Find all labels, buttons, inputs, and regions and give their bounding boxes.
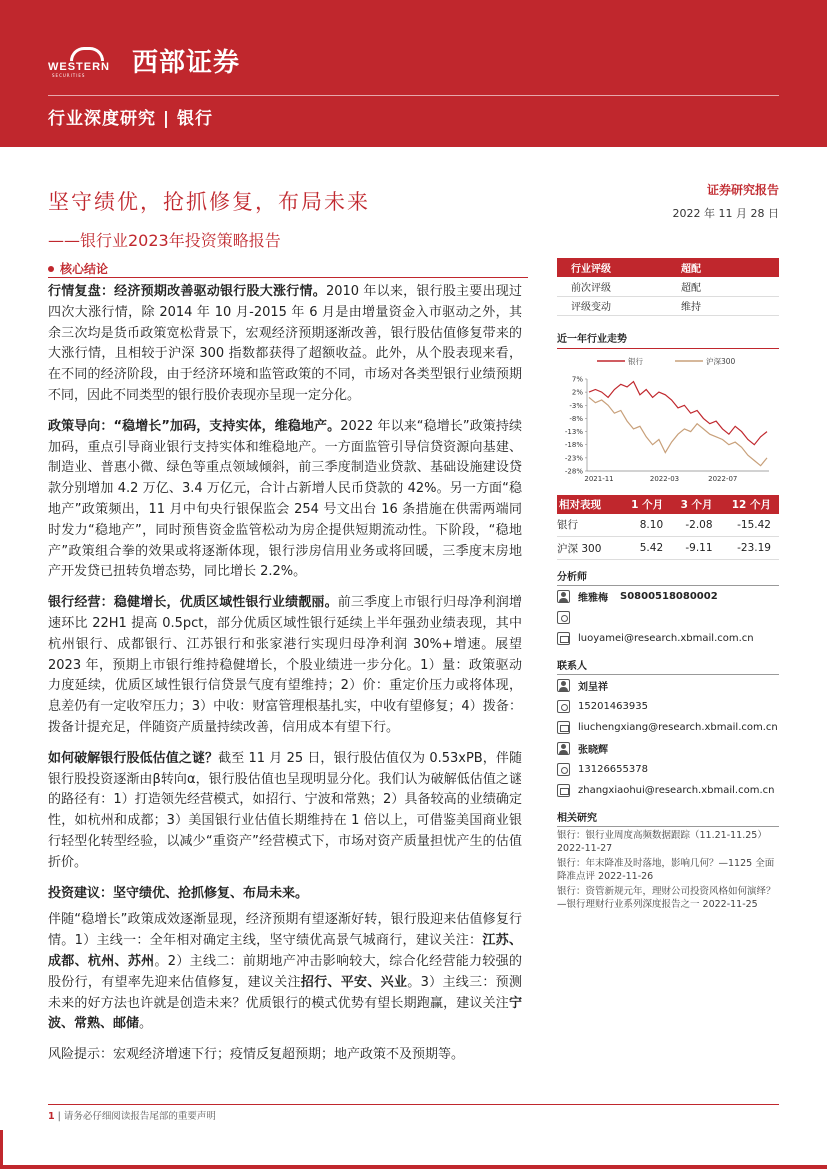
analyst-license: S0800518080002	[620, 591, 718, 602]
analyst-card	[557, 586, 779, 649]
x-tick-label: 2022-07	[708, 474, 738, 483]
report-header-banner	[0, 0, 827, 147]
report-category: 行业深度研究 | 银行	[48, 109, 214, 129]
trend-chart-svg	[557, 349, 779, 485]
x-tick-label: 2021-11	[584, 474, 614, 483]
contact-card	[557, 738, 779, 801]
report-type: 证券研究报告	[706, 183, 779, 197]
header-divider	[48, 95, 779, 96]
bullet-icon	[48, 266, 54, 272]
related-research-list	[557, 829, 779, 911]
contact-email[interactable]: zhangxiaohui@research.xbmail.com.cn	[578, 785, 775, 796]
user-icon	[557, 679, 570, 692]
bull-horn-logo-icon: WESTERN SECURITIES	[48, 43, 126, 77]
perf-header-row: 相对表现 1 个月 3 个月 12 个月	[557, 495, 779, 514]
report-title: 坚守绩优，抢抓修复，布局未来	[48, 190, 370, 214]
related-research-heading: 相关研究	[557, 809, 779, 827]
disclaimer-note: | 请务必仔细阅读报告尾部的重要声明	[57, 1111, 216, 1122]
mail-icon	[557, 784, 570, 797]
contact-phone: 15201463935	[578, 701, 648, 712]
analyst-name: 维雅梅	[578, 593, 608, 604]
y-tick-label: -13%	[564, 427, 583, 436]
paragraph-operations: 银行经营：稳健增长，优质区域性银行业绩靓丽。前三季度上市银行归母净利润增速环比 22H1 提高 0.5pct，部分优质区域性银行延续上半年强劲业绩表现，其中杭州银行、成都银行、江苏银行和张家港行实现归母净利润 30%+增速。展望 2023 年，预期上市银行维持稳健增长，个股业绩进一步分化。1）量：政策驱动力度延续，优质区域性银行信贷景气度有望维持；2）价：重定价压力或将体现，息差仍有一定收窄压力；3）中收：财富管理根基扎实，中收有望修复；4）拨备：拨备计提充足，伴随资产质量持续改善，信用成本有望下行。	[48, 595, 522, 735]
analyst-heading: 分析师	[557, 568, 779, 586]
mail-icon	[557, 632, 570, 645]
paragraph-risk: 风险提示：宏观经济增速下行；疫情反复超预期；地产政策不及预期等。	[48, 1047, 465, 1063]
rating-row: 前次评级 超配	[557, 277, 779, 296]
brand-name: 西部证券	[132, 47, 241, 78]
y-tick-label: -18%	[564, 440, 583, 449]
legend-label: 银行	[628, 356, 643, 366]
phone-icon	[557, 763, 570, 776]
y-tick-label: 7%	[571, 375, 583, 383]
contact-phone: 13126655378	[578, 764, 648, 775]
contacts-heading: 联系人	[557, 657, 779, 675]
paragraph-investment-advice: 伴随“稳增长”政策成效逐渐显现，经济预期有望逐渐好转，银行股迎来估值修复行情。1）主线一：全年相对确定主线，坚守绩优高景气城商行，建议关注：江苏、成都、杭州、苏州。2）主线二：前期地产冲击影响较大，综合化经营能力较强的股份行，有望率先迎来估值修复，建议关注招行、平安、兴业。3）主线三：预测未来的好方法也许就是创造未来？优质银行的模式优势有望长期跑赢，建议关注宁波、常熟、邮储。	[48, 912, 522, 1032]
relative-performance-table	[557, 495, 779, 561]
related-research-item[interactable]: 银行：资管新规元年，理财公司投资风格如何演绎？—银行理财行业系列深度报告之一 2022-11-25	[557, 886, 776, 910]
report-date: 2022 年 11 月 28 日	[672, 207, 779, 220]
paragraph-valuation: 如何破解银行股低估值之谜？截至 11 月 25 日，银行股估值仅为 0.53xPB，伴随银行股投资逐渐由β转向α，银行股估值也呈现明显分化。我们认为破解低估值之谜的路径有：1）打造领先经营模式，如招行、宁波和常熟；2）具备较高的业绩确定性，如杭州和成都；3）美国银行业估值长期维持在 1 倍以上，可借鉴美国商业银行轻型化转型经验，以减少“重资产”经营模式下，市场对资产质量担忧产生的估值折价。	[48, 750, 522, 870]
rating-table	[557, 258, 779, 316]
core-conclusion-heading: 核心结论	[48, 258, 528, 278]
paragraph-policy: 政策导向：“稳增长”加码，支持实体，维稳地产。2022 年以来“稳增长”政策持续加码，重点引导商业银行支持实体和维稳地产。一方面监管引导信贷资源向基建、制造业、普惠小微、绿色等重点领域倾斜，前三季度制造业贷款、基础设施建设贷款分别增加 4.2 万亿、3.4 万亿元，合计占新增人民币贷款的 42%。另一方面“稳地产”政策频出，11 月中旬央行银保监会 254 号文出台 16 条措施在供需两端同时发力“稳地产”，同时预售资金监管松动为房企提供短期流动性。下阶段，“稳地产”政策组合拳的效果或将逐渐体现，银行涉房信用业务或将回暖，三季度末房地产开发贷已扭转负增态势，同比增长 2.2%。	[48, 418, 522, 580]
contact-card	[557, 675, 779, 738]
sidebar	[557, 258, 779, 911]
user-icon	[557, 742, 570, 755]
corner-accent	[0, 1130, 3, 1169]
phone-icon	[557, 611, 570, 624]
y-tick-label: -3%	[569, 401, 583, 410]
y-tick-label: -23%	[564, 453, 583, 462]
contact-email[interactable]: liuchengxiang@research.xbmail.com.cn	[578, 722, 778, 733]
phone-icon	[557, 700, 570, 713]
paragraph-investment-advice-heading: 投资建议：坚守绩优、抢抓修复、布局未来。	[48, 885, 309, 901]
contact-name: 张晓辉	[578, 745, 608, 756]
related-research-item[interactable]: 银行：银行业周度高频数据跟踪（11.21-11.25） 2022-11-27	[557, 830, 767, 854]
bottom-accent-bar	[0, 1165, 827, 1169]
paragraph-market-review: 行情复盘：经济预期改善驱动银行股大涨行情。2010 年以来，银行股主要出现过四次大涨行情，除 2014 年 10 月-2015 年 6 月是由增量资金入市驱动之外，其余三次均是货币政策宽松背景下，宏观经济预期逐渐改善，银行股估值修复带来的大涨行情，且相较于沪深 300 指数都获得了超额收益。此外，从个股表现来看，在不同的经济阶段，由于经济环境和监管政策的不同，市场对各类型银行业绩预期不同，因此不同类型的银行股价表现亦呈现一定分化。	[48, 284, 523, 403]
perf-row: 沪深 300 5.42 -9.11 -23.19	[557, 537, 779, 560]
user-icon	[557, 590, 570, 603]
chart-title: 近一年行业走势	[557, 330, 779, 349]
related-research-item[interactable]: 银行：年末降准及时落地，影响几何？—1125 全面降准点评 2022-11-26	[557, 858, 775, 882]
brand-logo	[48, 40, 240, 80]
main-body	[48, 282, 522, 1076]
y-tick-label: 2%	[571, 388, 583, 397]
rating-row: 评级变动 维持	[557, 296, 779, 315]
legend-label: 沪深300	[706, 356, 736, 366]
contact-name: 刘呈祥	[578, 682, 608, 693]
page-number: 1	[48, 1111, 55, 1122]
perf-row: 银行 8.10 -2.08 -15.42	[557, 514, 779, 537]
y-tick-label: -28%	[564, 467, 583, 475]
footer-divider	[48, 1104, 779, 1105]
analyst-email[interactable]: luoyamei@research.xbmail.com.cn	[578, 633, 754, 644]
x-tick-label: 2022-03	[649, 474, 680, 483]
trend-chart	[557, 349, 779, 485]
y-tick-label: -8%	[569, 414, 583, 423]
footer	[48, 1108, 216, 1122]
mail-icon	[557, 721, 570, 734]
rating-header-row: 行业评级 超配	[557, 258, 779, 277]
report-subtitle: ——银行业2023年投资策略报告	[48, 231, 281, 250]
